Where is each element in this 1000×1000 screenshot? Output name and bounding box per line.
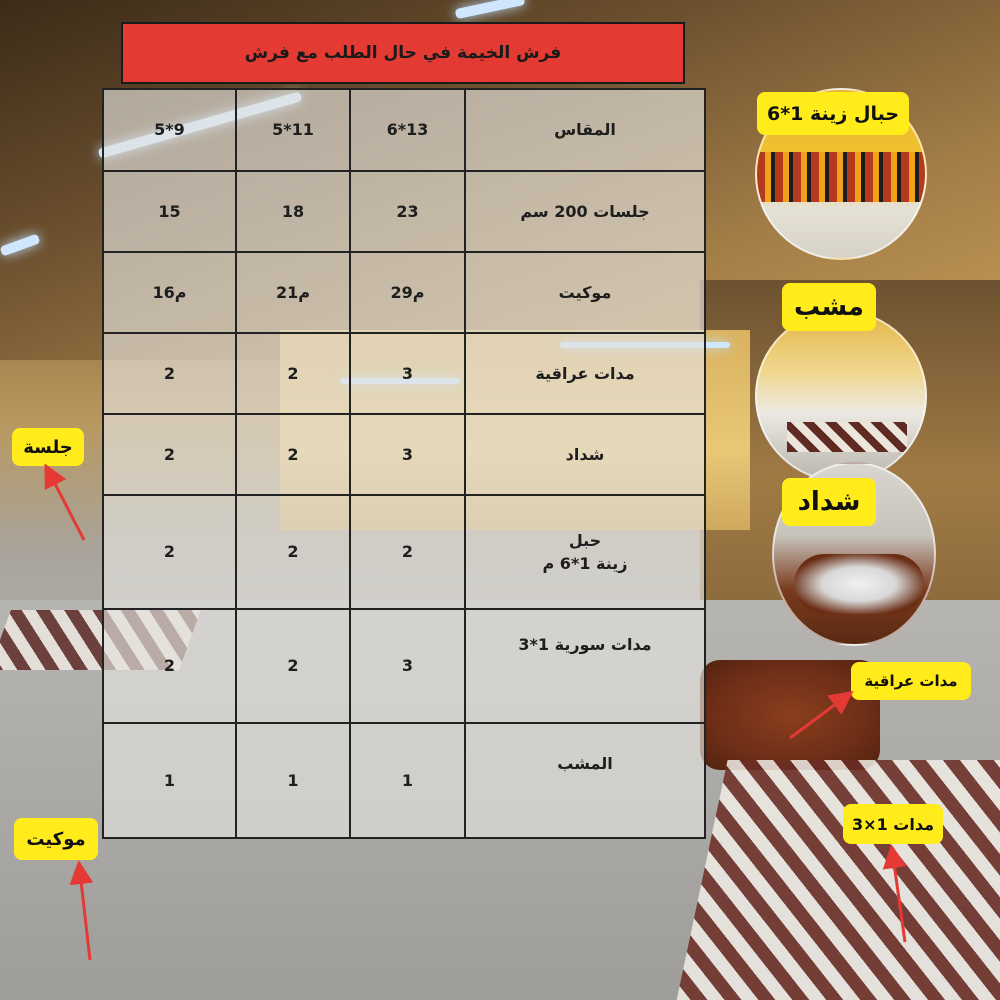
table-cell: 2 xyxy=(163,363,176,383)
table-line xyxy=(102,837,706,839)
table-cell: 5*11 xyxy=(272,120,314,140)
table-cell: 15 xyxy=(158,201,181,221)
table-cell: 16م xyxy=(152,282,187,302)
table-cell: 3 xyxy=(401,363,414,383)
page-title: فرش الخيمة في حال الطلب مع فرش xyxy=(121,22,685,84)
label-shidad: شداد xyxy=(782,478,876,526)
label-mashab: مشب xyxy=(782,283,876,331)
label-jalsa: جلسة xyxy=(12,428,84,466)
table-cell: 3 xyxy=(401,444,414,464)
row-label: مدات سورية 1*3 xyxy=(518,635,652,655)
mashab-photo xyxy=(755,310,927,482)
table-cell: 2 xyxy=(163,656,176,676)
label-iraqi-mats: مدات عراقية xyxy=(851,662,971,700)
row-label: حبل زينة 1*6 م xyxy=(542,530,628,573)
pricing-table xyxy=(102,88,706,839)
rug-right xyxy=(672,760,1000,1000)
table-cell: 23 xyxy=(396,201,419,221)
table-line xyxy=(704,88,706,839)
row-label: موكيت xyxy=(558,282,612,302)
table-cell: 2 xyxy=(401,542,414,562)
table-cell: 21م xyxy=(276,282,310,302)
table-cell: 2 xyxy=(163,444,176,464)
row-label: جلسات 200 سم xyxy=(520,201,650,221)
table-cell: 2 xyxy=(287,656,299,676)
table-cell: 2 xyxy=(163,542,176,562)
table-cell: 2 xyxy=(287,542,299,562)
fur-saddle xyxy=(794,554,924,614)
label-decor-rope: حبال زينة 1*6 xyxy=(757,92,909,135)
table-cell: 2 xyxy=(287,363,299,383)
table-cell: 2 xyxy=(287,444,299,464)
table-cell: 18 xyxy=(281,201,305,221)
table-cell: 1 xyxy=(287,770,299,790)
table-cell: 6*13 xyxy=(386,120,429,140)
table-cell: 5*9 xyxy=(154,120,185,140)
label-moquette: موكيت xyxy=(14,818,98,860)
table-cell: 29م xyxy=(390,282,425,302)
decor-rope-pattern xyxy=(757,152,925,202)
table-cell: 1 xyxy=(401,770,414,790)
label-mats-1x3: مدات 1×3 xyxy=(843,804,943,844)
table-cell: 1 xyxy=(163,770,176,790)
table-cell: 3 xyxy=(401,656,414,676)
row-label: المقاس xyxy=(554,120,616,140)
row-label: المشب xyxy=(557,754,613,774)
row-label: شداد xyxy=(565,444,605,464)
rug-pattern xyxy=(787,422,907,452)
row-label: مدات عراقية xyxy=(535,363,635,383)
